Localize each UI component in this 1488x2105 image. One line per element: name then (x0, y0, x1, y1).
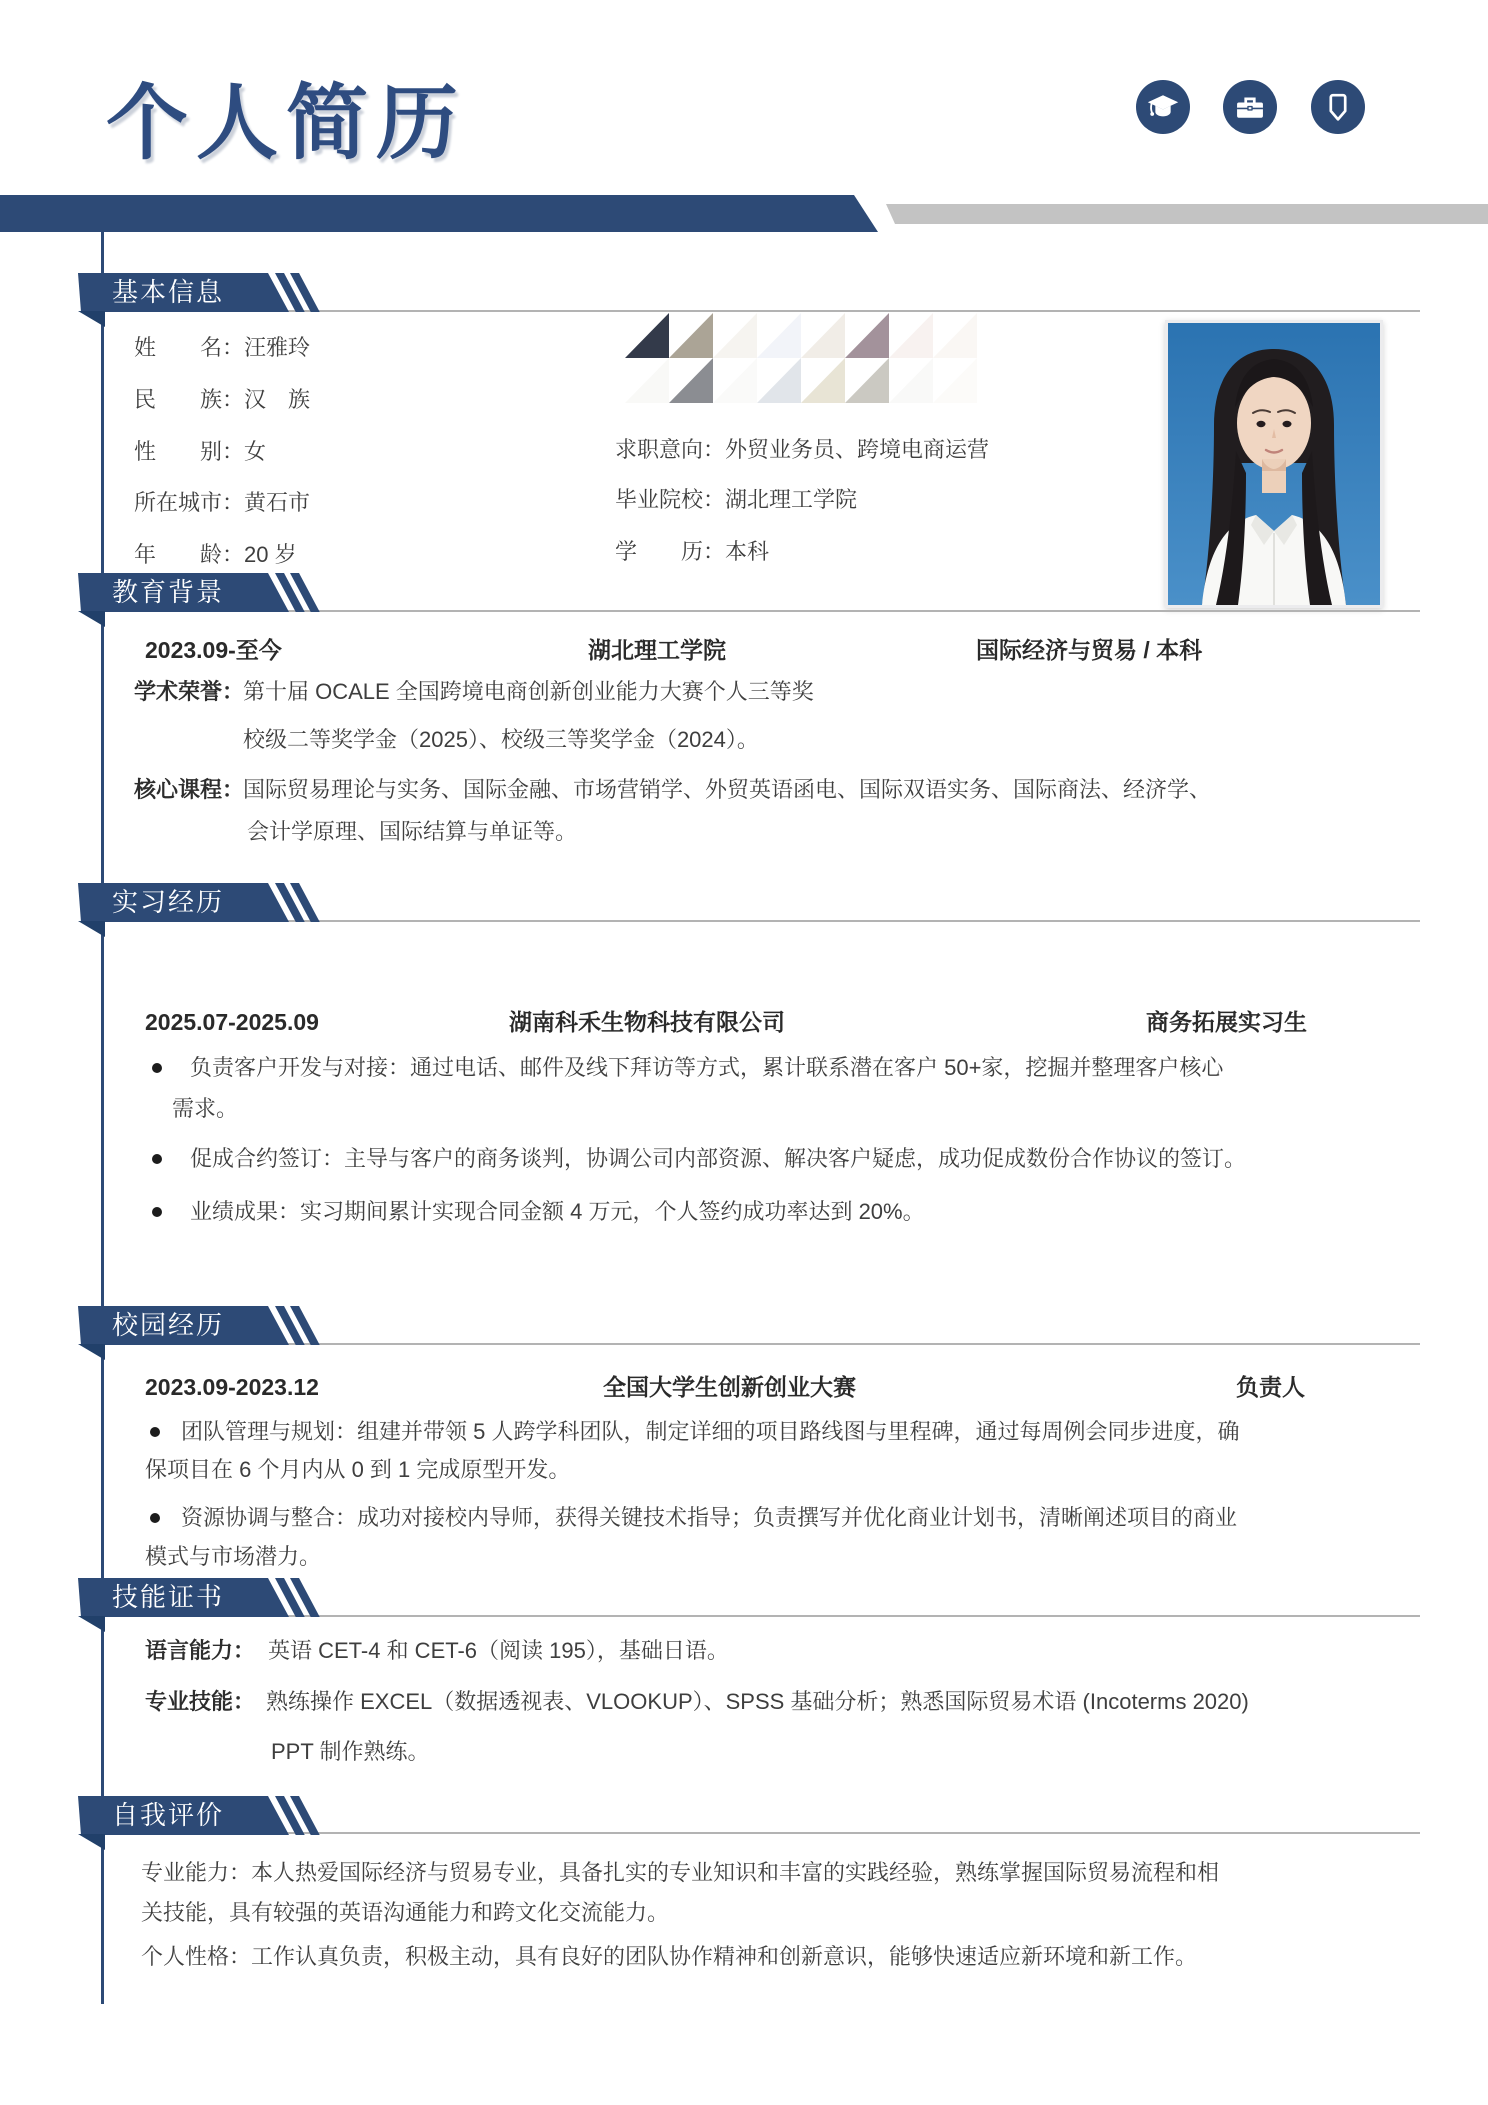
self-eval-line: 关技能，具有较强的英语沟通能力和跨文化交流能力。 (141, 1900, 670, 1925)
courses-line: 国际贸易理论与实务、国际金融、市场营销学、外贸英语函电、国际双语实务、国际商法、经济学、 (243, 777, 1212, 802)
section-heading: 自我评价 (112, 1800, 225, 1830)
field-age: 年 龄：20 岁 (134, 542, 297, 567)
banner-fold (78, 921, 105, 937)
section-internship-banner (78, 883, 338, 922)
internship-bullet-line: 促成合约签订：主导与客户的商务谈判，协调公司内部资源、解决客户疑虑，成功促成数份合作协议的签订。 (190, 1146, 1247, 1171)
campus-bullet-line: 保项目在 6 个月内从 0 到 1 完成原型开发。 (145, 1457, 571, 1482)
decor-triangle (845, 313, 889, 358)
bullet-dot (152, 1063, 162, 1073)
decor-triangle (713, 313, 757, 358)
header-accent-bar (0, 195, 878, 232)
field-name: 姓 名：汪雅玲 (134, 335, 311, 360)
bullet-dot (150, 1427, 160, 1437)
section-heading: 实习经历 (112, 887, 225, 917)
graduation-cap-icon (1136, 80, 1190, 134)
honors-label: 学术荣誉： (134, 679, 245, 704)
language-label: 语言能力： (145, 1638, 256, 1663)
pro-skills-line: 熟练操作 EXCEL（数据透视表、VLOOKUP）、SPSS 基础分析；熟悉国际贸易术语 (Incoterms 2020) (266, 1689, 1249, 1714)
decor-triangle (669, 358, 713, 403)
banner-fold (78, 611, 105, 627)
internship-role: 商务拓展实习生 (1146, 1009, 1307, 1035)
decor-triangle (889, 358, 933, 403)
banner-fold (78, 1834, 105, 1850)
education-school: 湖北理工学院 (588, 637, 726, 663)
header-gray-bar (886, 204, 1488, 224)
banner-fold (78, 1616, 105, 1632)
section-heading: 校园经历 (112, 1310, 225, 1340)
section-campus-banner (78, 1306, 338, 1345)
section-basic-info-banner (78, 273, 338, 312)
internship-bullet-line: 负责客户开发与对接：通过电话、邮件及线下拜访等方式，累计联系潜在客户 50+家，挖掘并整理客户核心 (190, 1055, 1224, 1080)
left-timeline-rule (101, 232, 104, 2004)
briefcase-icon (1223, 80, 1277, 134)
self-eval-line: 专业能力：本人热爱国际经济与贸易专业，具备扎实的专业知识和丰富的实践经验，熟练掌握国际贸易流程和相 (141, 1860, 1220, 1885)
section-heading: 基本信息 (112, 277, 225, 307)
decor-triangle (713, 358, 757, 403)
courses-line: 会计学原理、国际结算与单证等。 (247, 819, 578, 844)
decor-triangle (669, 313, 713, 358)
pro-skills-line: PPT 制作熟练。 (271, 1739, 430, 1764)
section-education-banner (78, 573, 338, 612)
internship-bullet-line: 需求。 (172, 1096, 239, 1121)
internship-company: 湖南科禾生物科技有限公司 (509, 1009, 785, 1035)
self-eval-line: 个人性格：工作认真负责，积极主动，具有良好的团队协作精神和创新意识，能够快速适应新环境和新工作。 (141, 1944, 1198, 1969)
bullet-dot (150, 1513, 160, 1523)
decor-triangle (933, 358, 977, 403)
field-city: 所在城市：黄石市 (134, 490, 311, 515)
decor-triangle (625, 313, 669, 358)
language-skills: 英语 CET-4 和 CET-6（阅读 195），基础日语。 (268, 1638, 729, 1663)
banner-fold (78, 1344, 105, 1360)
campus-bullet-line: 资源协调与整合：成功对接校内导师，获得关键技术指导；负责撰写并优化商业计划书，清晰阐述项目的商业 (181, 1505, 1238, 1530)
decor-triangle (933, 313, 977, 358)
bullet-dot (152, 1154, 162, 1164)
campus-period: 2023.09-2023.12 (145, 1374, 319, 1400)
decor-triangle (625, 358, 669, 403)
field-degree: 学 历：本科 (615, 539, 770, 564)
decor-triangle (801, 358, 845, 403)
internship-period: 2025.07-2025.09 (145, 1009, 319, 1035)
education-period: 2023.09-至今 (145, 637, 282, 663)
decor-triangle (845, 358, 889, 403)
campus-role: 负责人 (1236, 1374, 1305, 1400)
campus-bullet-line: 团队管理与规划：组建并带领 5 人跨学科团队，制定详细的项目路线图与里程碑，通过每周例会同步进度，确 (181, 1419, 1240, 1444)
section-skills-banner (78, 1578, 338, 1617)
decor-triangle (757, 313, 801, 358)
page-title: 个人简历 (106, 78, 467, 169)
education-major: 国际经济与贸易 / 本科 (976, 637, 1203, 663)
honors-line: 第十届 OCALE 全国跨境电商创新创业能力大赛个人三等奖 (243, 679, 814, 704)
decor-triangle (889, 313, 933, 358)
bullet-dot (152, 1207, 162, 1217)
triangle-decor (625, 313, 977, 403)
pro-skills-label: 专业技能： (145, 1689, 256, 1714)
campus-event: 全国大学生创新创业大赛 (603, 1374, 856, 1400)
section-heading: 技能证书 (112, 1582, 225, 1612)
internship-bullet-line: 业绩成果：实习期间累计实现合同金额 4 万元，个人签约成功率达到 20%。 (190, 1199, 925, 1224)
field-ethnicity: 民 族：汉 族 (134, 387, 311, 412)
section-heading: 教育背景 (112, 577, 225, 607)
field-gender: 性 别：女 (134, 439, 267, 464)
field-job-intention: 求职意向：外贸业务员、跨境电商运营 (615, 437, 990, 462)
id-photo (1165, 320, 1383, 608)
campus-bullet-line: 模式与市场潜力。 (145, 1544, 322, 1569)
section-self-eval-banner (78, 1796, 338, 1835)
decor-triangle (801, 313, 845, 358)
honors-line: 校级二等奖学金（2025）、校级三等奖学金（2024）。 (243, 727, 759, 752)
courses-label: 核心课程： (134, 777, 245, 802)
field-school: 毕业院校：湖北理工学院 (615, 487, 858, 512)
pencil-icon (1311, 80, 1365, 134)
decor-triangle (757, 358, 801, 403)
